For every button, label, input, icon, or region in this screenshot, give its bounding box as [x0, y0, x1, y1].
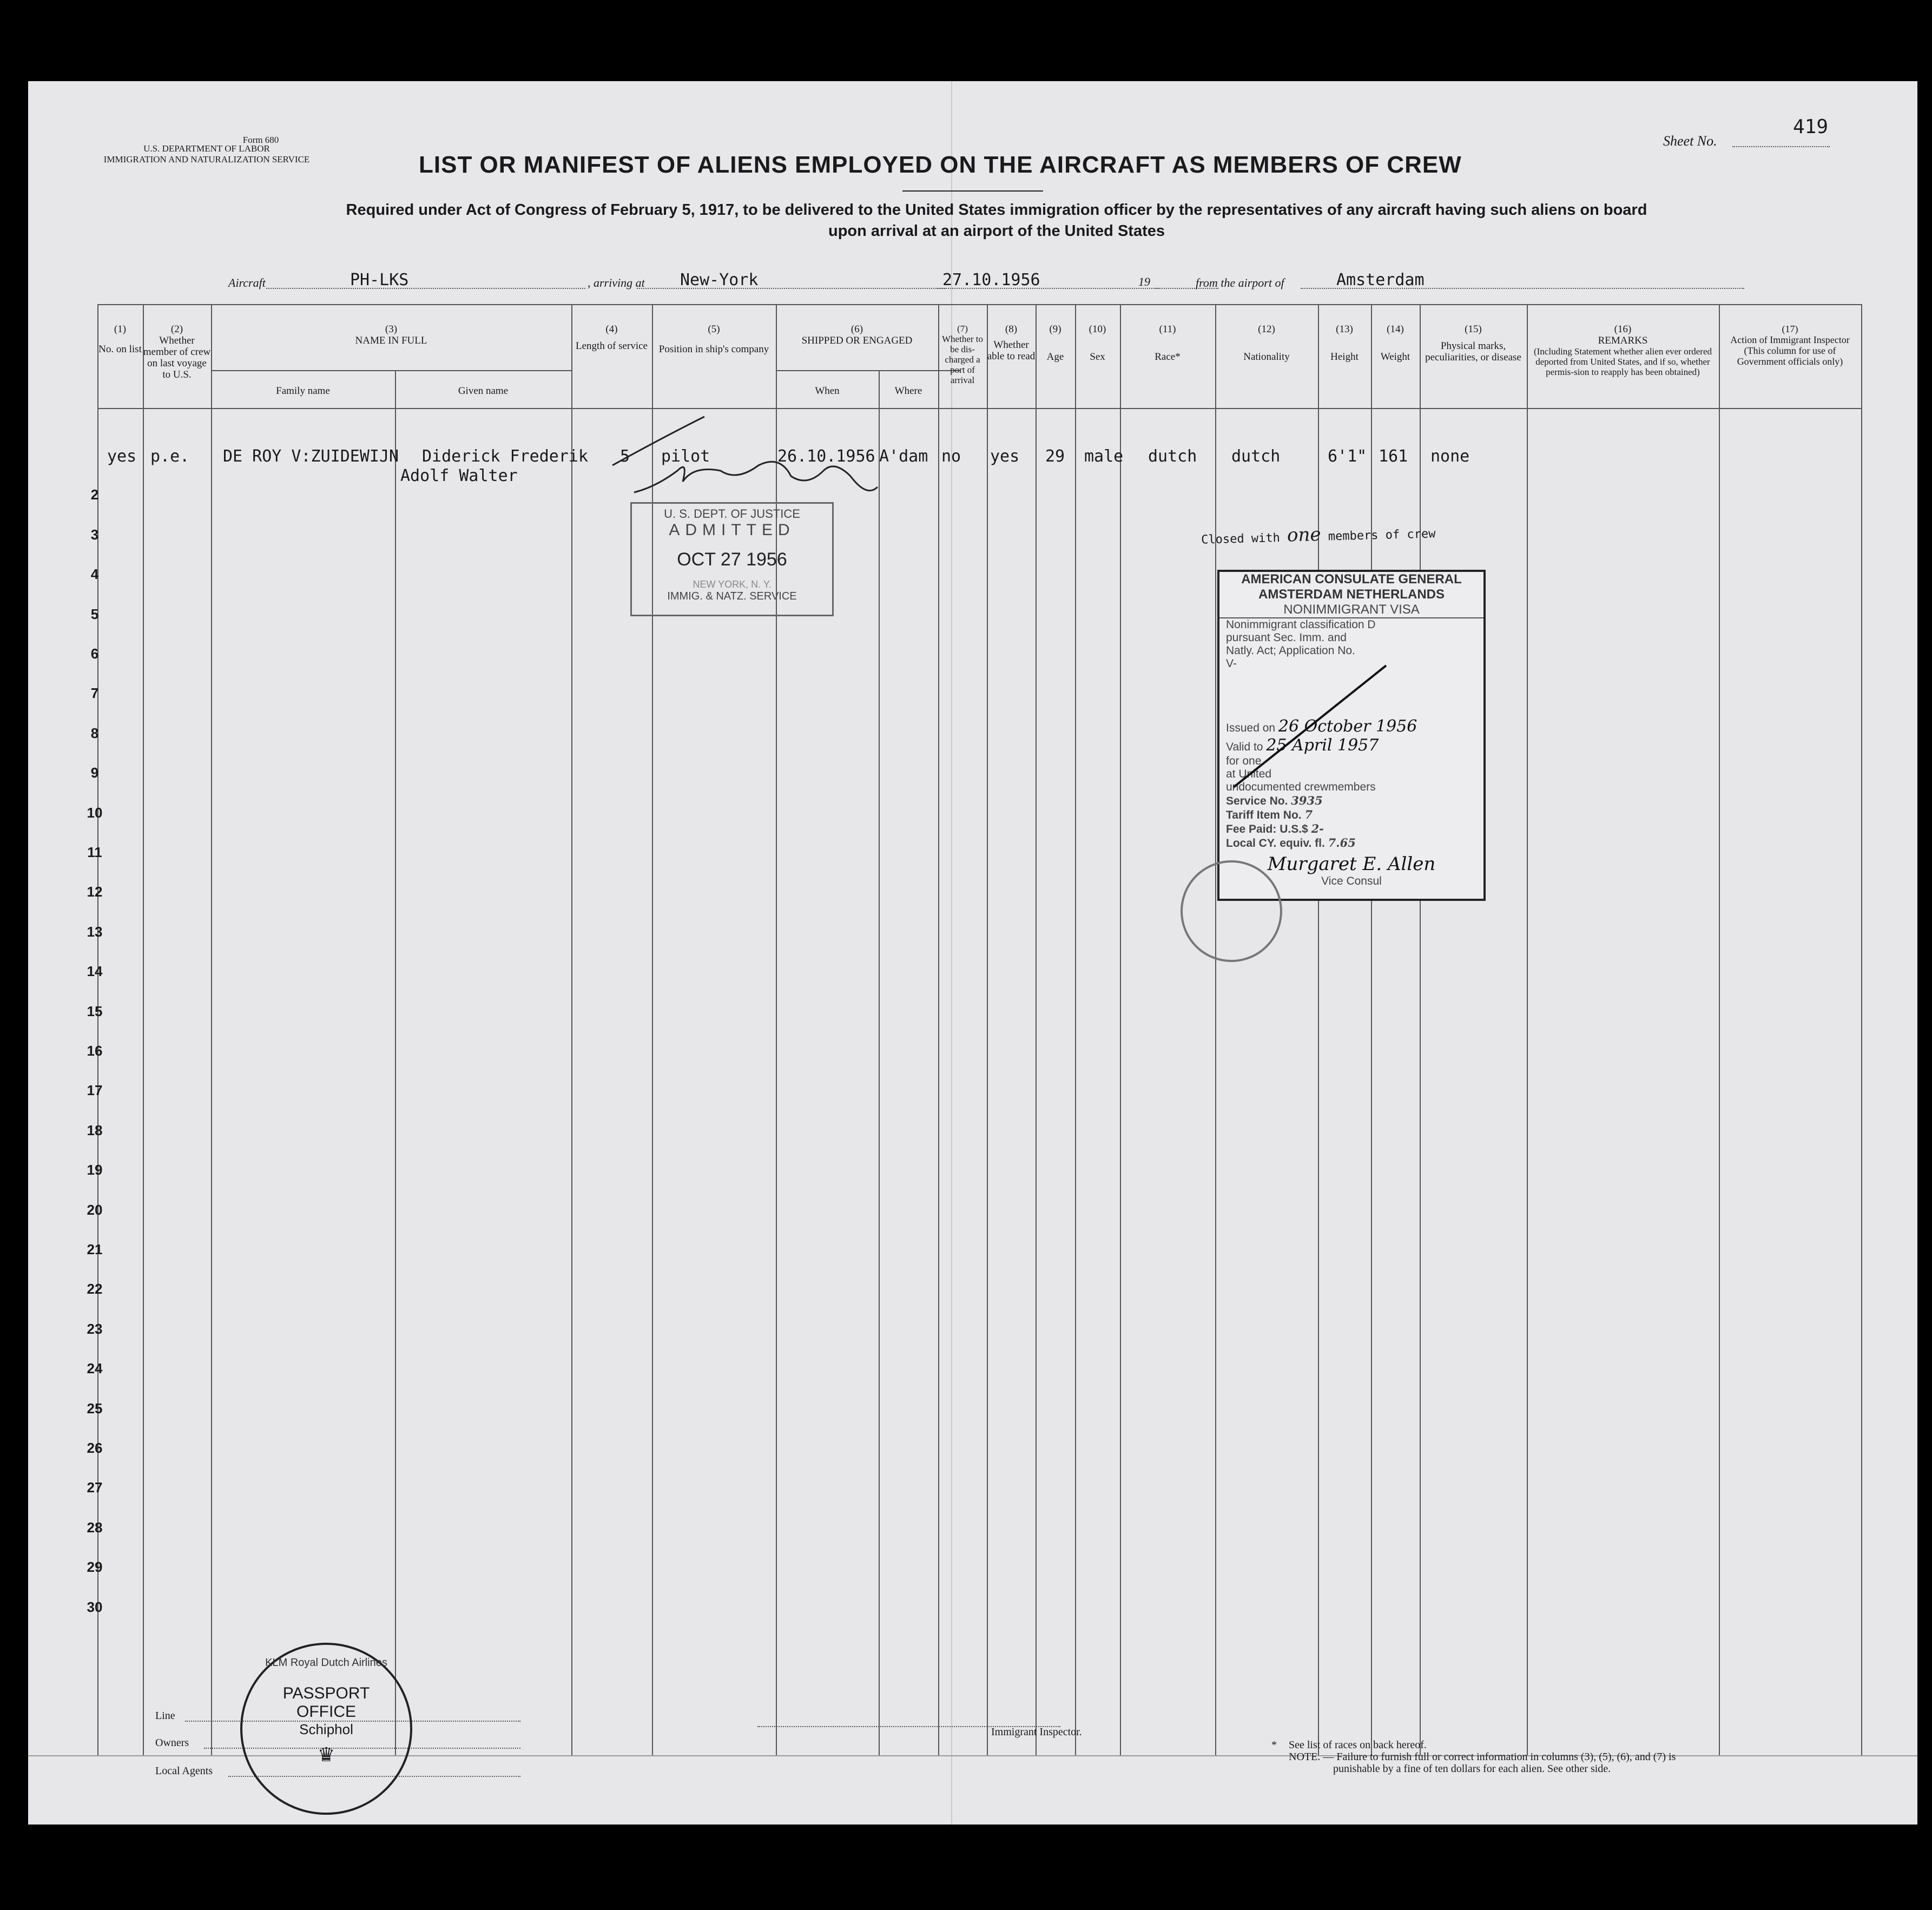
visa-tariff-label: Tariff Item No.: [1226, 809, 1302, 821]
visa-fee: [1219, 822, 1483, 836]
visa-valid-date: 25 April 1957: [1266, 736, 1379, 755]
col17-note: (This column for use of Government officials only): [1737, 345, 1843, 367]
col5-label: Position in ship's company: [658, 344, 769, 355]
year-label: 19: [1138, 275, 1150, 288]
closed-note: [1201, 521, 1436, 548]
col3-num: (3): [385, 324, 398, 335]
entry-family-name: DE ROY V:ZUIDEWIJN: [223, 447, 399, 466]
col12-header: [1215, 324, 1318, 363]
entry-discharged: no: [941, 447, 961, 466]
row-number: 14: [87, 963, 103, 980]
col-border-1: [143, 304, 144, 1755]
col4-num: (4): [605, 324, 618, 335]
department: U.S. DEPARTMENT OF LABOR: [143, 143, 270, 154]
entry-weight: 161: [1379, 447, 1408, 466]
col9-header: [1036, 324, 1075, 363]
row-number: 23: [87, 1320, 103, 1337]
col12-label: Nationality: [1243, 351, 1290, 363]
row-number: 27: [87, 1479, 103, 1496]
entry-nationality: dutch: [1231, 447, 1281, 466]
aircraft-label: Aircraft: [228, 276, 266, 289]
visa-local-label: Local CY. equiv. fl.: [1226, 837, 1325, 849]
row-number: 12: [87, 884, 103, 900]
row-number: 9: [90, 765, 99, 781]
col2-header: [143, 324, 211, 380]
admitted-stamp-line1: U. S. DEPT. OF JUSTICE: [664, 507, 800, 521]
col3b-header: Given name: [458, 385, 509, 397]
visa-l8: for one: [1226, 755, 1262, 767]
col10-header: [1075, 324, 1120, 363]
closed-note-suffix: members of crew: [1328, 527, 1436, 544]
admitted-stamp-line3: NEW YORK, N. Y.: [693, 579, 772, 590]
col-border-18: [1719, 304, 1720, 1755]
visa-tariff-value: 7: [1304, 808, 1313, 821]
col7-num: (7): [957, 324, 968, 334]
col-border-11: [1075, 304, 1076, 1755]
row-number: 25: [87, 1400, 103, 1417]
col-border-10: [1036, 304, 1037, 1755]
aircraft-line: [266, 288, 585, 289]
visa-service-value: 3935: [1291, 794, 1323, 807]
row-number: 5: [90, 605, 99, 622]
row-number: 11: [87, 844, 102, 860]
admitted-stamp: [630, 502, 834, 616]
admitted-stamp-date: OCT 27 1956: [677, 549, 787, 570]
row-number: 24: [87, 1360, 103, 1377]
col-border-19: [1861, 304, 1862, 1755]
aircraft-value: PH-LKS: [350, 271, 409, 289]
manifest-form: [28, 81, 1917, 1825]
col4-label: Length of service: [576, 340, 648, 352]
col13-label: Height: [1330, 351, 1359, 363]
passport-stamp-ring: KLM Royal Dutch Airlines: [265, 1657, 387, 1669]
footer-note-asterisk: *: [1271, 1739, 1277, 1751]
col14-num: (14): [1387, 324, 1404, 335]
form-number: Form 680: [242, 135, 279, 145]
from-value: Amsterdam: [1336, 271, 1425, 289]
visa-issued-label: Issued on: [1226, 722, 1276, 734]
footer-note2: NOTE. — Failure to furnish full or correct information in columns (3), (5), (6), and (7) is: [1289, 1751, 1676, 1763]
col9-num: (9): [1049, 324, 1061, 335]
col11-label: Race*: [1155, 351, 1181, 363]
col4-header: [571, 324, 652, 352]
row-number: 19: [87, 1162, 103, 1178]
col8-label: Whether able to read: [987, 339, 1036, 362]
col15-header: [1420, 324, 1527, 363]
name-sub-rule: [212, 370, 572, 371]
col-border-17: [1527, 304, 1528, 1755]
col17-num: (17): [1782, 324, 1798, 334]
visa-tariff: [1219, 808, 1483, 822]
passport-stamp-l1: PASSPORT: [282, 1684, 370, 1702]
col3a-header: Family name: [276, 385, 330, 397]
col13-num: (13): [1336, 324, 1353, 335]
col6-label: SHIPPED OR ENGAGED: [801, 335, 913, 346]
row-number: 4: [90, 566, 99, 583]
entry-position: pilot: [661, 447, 710, 466]
row-number: 15: [87, 1003, 103, 1019]
row-number: 6: [90, 646, 99, 662]
entry-when: 26.10.1956: [777, 447, 875, 466]
col5-num: (5): [708, 324, 720, 335]
col-border-15: [1371, 304, 1372, 1755]
col6a-header: When: [815, 385, 840, 397]
visa-issued-date: 26 October 1956: [1278, 717, 1417, 736]
col1-num: (1): [114, 324, 127, 335]
col13-header: [1318, 324, 1371, 363]
col7-header: [938, 324, 987, 385]
entry-length-of-service: 5: [620, 447, 630, 466]
row-number: 7: [90, 685, 99, 702]
row-number: 3: [90, 526, 99, 543]
row-number: 16: [87, 1043, 103, 1059]
col16-note: (Including Statement whether alien ever ordered deported from United States, and if so, whether permis-sion to reapply has been obtained): [1533, 346, 1712, 377]
visa-l3: NONIMMIGRANT VISA: [1219, 602, 1483, 618]
entry-last-voyage: p.e.: [150, 447, 190, 466]
passport-stamp-l2: OFFICE: [296, 1703, 356, 1721]
col7-label: Whether to be dis-charged a port of arrival: [942, 334, 983, 385]
entry-height: 6'1": [1328, 447, 1367, 466]
col16-num: (16): [1614, 324, 1632, 335]
visa-local-value: 7.65: [1328, 836, 1356, 849]
subtitle-line2: upon arrival at an airport of the United States: [828, 222, 1165, 240]
visa-fee-label: Fee Paid: U.S.$: [1226, 823, 1308, 835]
visa-l10: undocumented crewmembers: [1226, 781, 1376, 793]
row-number: 10: [87, 804, 103, 821]
row-number: 18: [87, 1122, 103, 1138]
visa-l7: V-: [1226, 657, 1237, 670]
col17-header: [1719, 324, 1861, 367]
visa-l5: pursuant Sec. Imm. and: [1226, 631, 1347, 644]
col-border-0: [97, 304, 98, 1755]
col-border-13: [1215, 304, 1216, 1755]
entry-where: A'dam: [879, 447, 928, 466]
footer-owners: Owners: [155, 1737, 189, 1749]
row-number: 26: [87, 1440, 103, 1456]
footer-note3: punishable by a fine of ten dollars for each alien. See other side.: [1333, 1763, 1611, 1775]
footer-line: Line: [155, 1710, 175, 1722]
visa-valid-label: Valid to: [1226, 741, 1263, 753]
col-border-9: [987, 304, 988, 1755]
title-underline: [902, 190, 1043, 192]
row-number: 20: [87, 1201, 103, 1218]
from-label: from the airport of: [1196, 276, 1284, 289]
closed-note-prefix: Closed with: [1201, 531, 1281, 547]
row-number: 8: [90, 725, 99, 741]
visa-local: [1219, 836, 1483, 850]
col9-label: Age: [1046, 351, 1064, 363]
date-line: [937, 288, 1159, 289]
col-border-4: [571, 304, 572, 1755]
col10-num: (10): [1089, 324, 1106, 335]
shipped-sub-rule: [776, 370, 960, 371]
visa-l2: AMSTERDAM NETHERLANDS: [1258, 587, 1445, 602]
visa-signature: Murgaret E. Allen: [1267, 853, 1436, 875]
visa-l9: at United: [1226, 768, 1272, 780]
sheet-line: [1732, 146, 1830, 147]
col15-label: Physical marks, peculiarities, or disease: [1425, 340, 1521, 363]
admitted-stamp-line4: IMMIG. & NATZ. SERVICE: [667, 590, 797, 602]
visa-l6: Natly. Act; Application No.: [1226, 644, 1355, 657]
entry-sex: male: [1084, 447, 1124, 466]
entry-col1: yes: [107, 447, 137, 466]
row-number: 17: [87, 1082, 103, 1099]
footer-inspector: Immigrant Inspector.: [991, 1726, 1082, 1738]
visa-l1: AMERICAN CONSULATE GENERAL: [1241, 572, 1462, 587]
passport-stamp-l3: Schiphol: [299, 1721, 353, 1737]
visa-fee-value: 2-: [1311, 822, 1324, 835]
entry-physical-marks: none: [1430, 447, 1470, 466]
footer-local-agents: Local Agents: [155, 1765, 213, 1777]
col-border-12: [1120, 304, 1121, 1755]
closed-note-count: one: [1287, 523, 1321, 546]
entry-given-name-1: Diderick Frederik: [422, 447, 589, 466]
col-border-3: [395, 370, 396, 1755]
col14-header: [1371, 324, 1420, 363]
entry-race: dutch: [1148, 447, 1197, 466]
col6-header: [776, 324, 938, 346]
subtitle-line1: Required under Act of Congress of February 5, 1917, to be delivered to the United States immigration officer by the representatives of any aircraft having such aliens on board: [346, 201, 1647, 219]
form-title: LIST OR MANIFEST OF ALIENS EMPLOYED ON THE AIRCRAFT AS MEMBERS OF CREW: [419, 152, 1462, 178]
col1-label: No. on list: [98, 344, 142, 355]
col16-header: [1527, 324, 1719, 377]
col17-label: Action of Immigrant Inspector: [1730, 334, 1850, 345]
col3-label: NAME IN FULL: [355, 335, 427, 346]
row-number: 22: [87, 1281, 103, 1298]
col-border-2: [211, 304, 212, 1755]
passport-office-stamp: [240, 1643, 412, 1815]
footer-note1: See list of races on back hereof.: [1289, 1739, 1427, 1751]
col3-header: [211, 324, 571, 346]
table-top-rule: [97, 304, 1861, 305]
row-number: 13: [87, 923, 103, 940]
col16-label: REMARKS: [1598, 335, 1648, 346]
flight-date: 27.10.1956: [942, 271, 1040, 289]
inspector-signature-scribble: [596, 406, 899, 514]
col8-num: (8): [1005, 324, 1018, 335]
visa-service-label: Service No.: [1226, 795, 1288, 807]
crown-icon: ♛: [317, 1743, 335, 1766]
col12-num: (12): [1258, 324, 1275, 335]
col11-num: (11): [1159, 324, 1176, 335]
consulate-seal: [1181, 860, 1282, 962]
col1-header: [97, 324, 143, 355]
col8-header: [987, 324, 1036, 362]
col-border-7: [879, 370, 880, 1755]
col-border-8: [938, 304, 939, 1755]
col14-label: Weight: [1380, 351, 1410, 363]
row-number: 2: [90, 486, 99, 503]
visa-cancel-stroke: [1224, 641, 1429, 803]
col15-num: (15): [1465, 324, 1482, 335]
col5-header: [652, 324, 776, 355]
visa-title: Vice Consul: [1321, 875, 1382, 887]
col11-header: [1120, 324, 1215, 363]
sheet-number: 419: [1793, 116, 1829, 138]
row-number: 21: [87, 1241, 103, 1257]
sheet-label: Sheet No.: [1663, 133, 1717, 149]
col10-label: Sex: [1090, 351, 1105, 363]
admitted-stamp-line2: ADMITTED: [669, 521, 795, 539]
arriving-value: New-York: [680, 271, 759, 289]
row-number: 28: [87, 1519, 103, 1536]
entry-given-name-2: Adolf Walter: [400, 466, 518, 485]
row-number: 30: [87, 1598, 103, 1615]
header-bottom-rule: [97, 408, 1861, 409]
entry-able-to-read: yes: [990, 447, 1020, 466]
arriving-label: , arriving at: [588, 276, 645, 289]
row-number: 29: [87, 1559, 103, 1576]
visa-l4: Nonimmigrant classification D: [1226, 618, 1376, 631]
col6-num: (6): [850, 324, 863, 335]
service: IMMIGRATION AND NATURALIZATION SERVICE: [103, 154, 310, 164]
col2-label: Whether member of crew on last voyage to U.S.: [143, 335, 211, 380]
col6b-header: Where: [894, 385, 922, 397]
col2-num: (2): [170, 324, 183, 335]
entry-age: 29: [1045, 447, 1065, 466]
col-border-14: [1318, 304, 1319, 1755]
